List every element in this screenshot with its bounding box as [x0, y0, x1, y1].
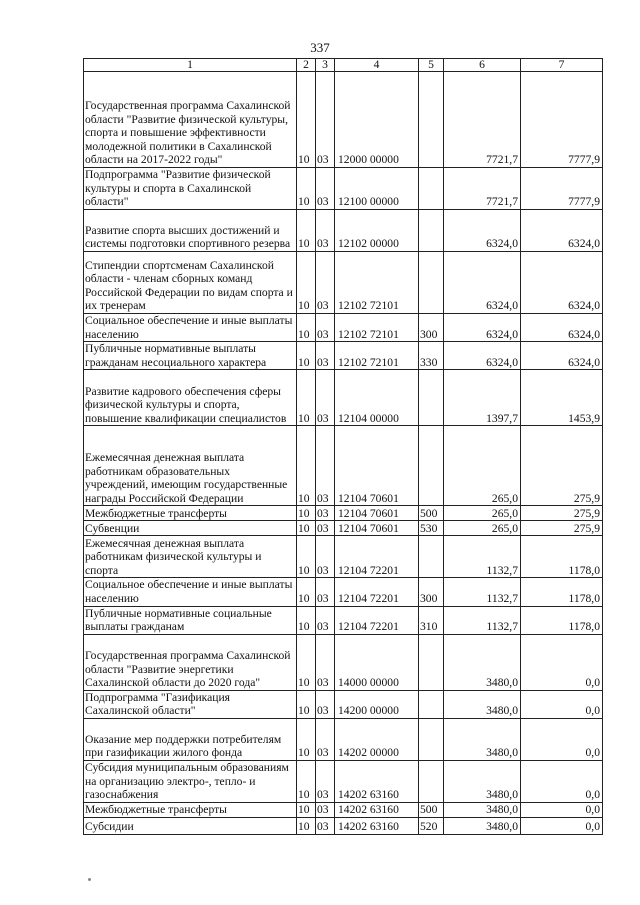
row-name: Субвенции: [84, 521, 297, 536]
column-header: 3: [316, 59, 335, 72]
section-code: 10: [297, 536, 316, 578]
amount-col-6: 6324,0: [444, 210, 521, 252]
section-code: 10: [297, 718, 316, 760]
amount-col-6: 7721,7: [444, 168, 521, 210]
row-name: Государственная программа Сахалинской области "Развитие энергетики Сахалинской области до 2020 года": [84, 634, 297, 690]
expense-type-code: 530: [419, 521, 444, 536]
target-article-code: 12102 72101: [335, 314, 419, 342]
amount-col-7: 275,9: [521, 521, 603, 536]
section-code: 10: [297, 314, 316, 342]
expense-type-code: [419, 370, 444, 426]
target-article-code: 14200 00000: [335, 690, 419, 718]
section-code: 10: [297, 426, 316, 506]
expense-type-code: [419, 426, 444, 506]
amount-col-6: 1132,7: [444, 606, 521, 634]
section-code: 10: [297, 72, 316, 168]
section-code: 10: [297, 210, 316, 252]
table-row: [84, 252, 603, 314]
column-header: 4: [335, 59, 419, 72]
table-row: [84, 521, 603, 536]
subsection-code: 03: [316, 342, 335, 370]
amount-col-7: 1453,9: [521, 370, 603, 426]
subsection-code: 03: [316, 506, 335, 521]
expense-type-code: [419, 760, 444, 802]
amount-col-6: 3480,0: [444, 802, 521, 817]
amount-col-6: 3480,0: [444, 760, 521, 802]
subsection-code: 03: [316, 718, 335, 760]
subsection-code: 03: [316, 634, 335, 690]
row-name: Субсидии: [84, 817, 297, 834]
section-code: 10: [297, 802, 316, 817]
expense-type-code: 300: [419, 578, 444, 606]
amount-col-6: 1132,7: [444, 578, 521, 606]
subsection-code: 03: [316, 314, 335, 342]
table-row: [84, 426, 603, 506]
target-article-code: 14000 00000: [335, 634, 419, 690]
amount-col-7: 7777,9: [521, 168, 603, 210]
row-name: Межбюджетные трансферты: [84, 802, 297, 817]
amount-col-7: 0,0: [521, 718, 603, 760]
row-name: Ежемесячная денежная выплата работникам образовательных учреждений, имеющим государственные награды Российской Федерации: [84, 426, 297, 506]
table-row: [84, 690, 603, 718]
target-article-code: 12104 72201: [335, 536, 419, 578]
row-name: Ежемесячная денежная выплата работникам физической культуры и спорта: [84, 536, 297, 578]
amount-col-7: 275,9: [521, 506, 603, 521]
expense-type-code: [419, 252, 444, 314]
section-code: 10: [297, 506, 316, 521]
expense-type-code: 500: [419, 506, 444, 521]
subsection-code: 03: [316, 760, 335, 802]
table-row: [84, 802, 603, 817]
row-name: Развитие кадрового обеспечения сферы физической культуры и спорта, повышение квалификации специалистов: [84, 370, 297, 426]
target-article-code: 12104 72201: [335, 578, 419, 606]
table-row: [84, 370, 603, 426]
subsection-code: 03: [316, 536, 335, 578]
expense-type-code: 520: [419, 817, 444, 834]
section-code: 10: [297, 690, 316, 718]
table-row: [84, 210, 603, 252]
subsection-code: 03: [316, 521, 335, 536]
table-row: [84, 314, 603, 342]
expense-type-code: [419, 72, 444, 168]
column-header: 1: [84, 59, 297, 72]
target-article-code: 12102 72101: [335, 342, 419, 370]
subsection-code: 03: [316, 168, 335, 210]
section-code: 10: [297, 342, 316, 370]
amount-col-6: 7721,7: [444, 72, 521, 168]
row-name: Стипендии спортсменам Сахалинской области - членам сборных команд Российской Федерации по видам спорта и их тренерам: [84, 252, 297, 314]
amount-col-6: 3480,0: [444, 718, 521, 760]
expense-type-code: [419, 536, 444, 578]
subsection-code: 03: [316, 210, 335, 252]
target-article-code: 12104 00000: [335, 370, 419, 426]
amount-col-6: 265,0: [444, 521, 521, 536]
expense-type-code: 500: [419, 802, 444, 817]
section-code: 10: [297, 521, 316, 536]
section-code: 10: [297, 817, 316, 834]
amount-col-7: 6324,0: [521, 342, 603, 370]
target-article-code: 14202 63160: [335, 802, 419, 817]
target-article-code: 12104 70601: [335, 506, 419, 521]
expense-type-code: [419, 634, 444, 690]
subsection-code: 03: [316, 817, 335, 834]
row-name: Государственная программа Сахалинской области "Развитие физической культуры, спорта и повышение эффективности молодежной политики в Сахалинской области на 2017-2022 годы": [84, 72, 297, 168]
row-name: Субсидия муниципальным образованиям на организацию электро-, тепло- и газоснабжения: [84, 760, 297, 802]
amount-col-6: 6324,0: [444, 314, 521, 342]
target-article-code: 12104 72201: [335, 606, 419, 634]
table-row: [84, 718, 603, 760]
subsection-code: 03: [316, 72, 335, 168]
page-number: 337: [310, 40, 330, 55]
section-code: 10: [297, 252, 316, 314]
row-name: Подпрограмма "Газификация Сахалинской области": [84, 690, 297, 718]
amount-col-6: 1132,7: [444, 536, 521, 578]
amount-col-6: 3480,0: [444, 817, 521, 834]
target-article-code: 14202 00000: [335, 718, 419, 760]
table-row: [84, 72, 603, 168]
column-header: 5: [419, 59, 444, 72]
table-row: [84, 342, 603, 370]
expense-type-code: 300: [419, 314, 444, 342]
expense-type-code: [419, 690, 444, 718]
amount-col-6: 6324,0: [444, 252, 521, 314]
row-name: Социальное обеспечение и иные выплаты населению: [84, 578, 297, 606]
amount-col-7: 1178,0: [521, 578, 603, 606]
target-article-code: 14202 63160: [335, 817, 419, 834]
target-article-code: 12102 00000: [335, 210, 419, 252]
subsection-code: 03: [316, 252, 335, 314]
amount-col-7: 6324,0: [521, 314, 603, 342]
amount-col-7: 7777,9: [521, 72, 603, 168]
section-code: 10: [297, 578, 316, 606]
target-article-code: 12100 00000: [335, 168, 419, 210]
column-header: 2: [297, 59, 316, 72]
expense-type-code: 330: [419, 342, 444, 370]
subsection-code: 03: [316, 578, 335, 606]
section-code: 10: [297, 606, 316, 634]
amount-col-7: 0,0: [521, 634, 603, 690]
section-code: 10: [297, 370, 316, 426]
target-article-code: 12104 70601: [335, 426, 419, 506]
target-article-code: 12000 00000: [335, 72, 419, 168]
amount-col-6: 6324,0: [444, 342, 521, 370]
amount-col-7: 6324,0: [521, 252, 603, 314]
scan-speck: [88, 878, 91, 881]
row-name: Публичные нормативные социальные выплаты гражданам: [84, 606, 297, 634]
expense-type-code: [419, 168, 444, 210]
column-header: 6: [444, 59, 521, 72]
target-article-code: 12102 72101: [335, 252, 419, 314]
target-article-code: 14202 63160: [335, 760, 419, 802]
expense-type-code: [419, 210, 444, 252]
table-row: [84, 760, 603, 802]
row-name: Подпрограмма "Развитие физической культуры и спорта в Сахалинской области": [84, 168, 297, 210]
table-row: [84, 817, 603, 834]
amount-col-6: 3480,0: [444, 690, 521, 718]
budget-table: [83, 58, 603, 835]
row-name: Межбюджетные трансферты: [84, 506, 297, 521]
row-name: Развитие спорта высших достижений и системы подготовки спортивного резерва: [84, 210, 297, 252]
expense-type-code: 310: [419, 606, 444, 634]
subsection-code: 03: [316, 426, 335, 506]
column-header: 7: [521, 59, 603, 72]
table-row: [84, 506, 603, 521]
table-row: [84, 536, 603, 578]
subsection-code: 03: [316, 606, 335, 634]
subsection-code: 03: [316, 802, 335, 817]
subsection-code: 03: [316, 690, 335, 718]
amount-col-7: 1178,0: [521, 536, 603, 578]
header-row: [84, 59, 603, 72]
amount-col-7: 1178,0: [521, 606, 603, 634]
amount-col-7: 275,9: [521, 426, 603, 506]
row-name: Публичные нормативные выплаты гражданам несоциального характера: [84, 342, 297, 370]
amount-col-6: 265,0: [444, 426, 521, 506]
amount-col-7: 6324,0: [521, 210, 603, 252]
section-code: 10: [297, 168, 316, 210]
table-row: [84, 606, 603, 634]
subsection-code: 03: [316, 370, 335, 426]
amount-col-7: 0,0: [521, 690, 603, 718]
row-name: Социальное обеспечение и иные выплаты населению: [84, 314, 297, 342]
amount-col-6: 3480,0: [444, 634, 521, 690]
target-article-code: 12104 70601: [335, 521, 419, 536]
amount-col-7: 0,0: [521, 802, 603, 817]
table-row: [84, 634, 603, 690]
amount-col-6: 1397,7: [444, 370, 521, 426]
row-name: Оказание мер поддержки потребителям при газификации жилого фонда: [84, 718, 297, 760]
amount-col-7: 0,0: [521, 760, 603, 802]
amount-col-7: 0,0: [521, 817, 603, 834]
amount-col-6: 265,0: [444, 506, 521, 521]
section-code: 10: [297, 634, 316, 690]
table-row: [84, 168, 603, 210]
expense-type-code: [419, 718, 444, 760]
table-row: [84, 578, 603, 606]
section-code: 10: [297, 760, 316, 802]
